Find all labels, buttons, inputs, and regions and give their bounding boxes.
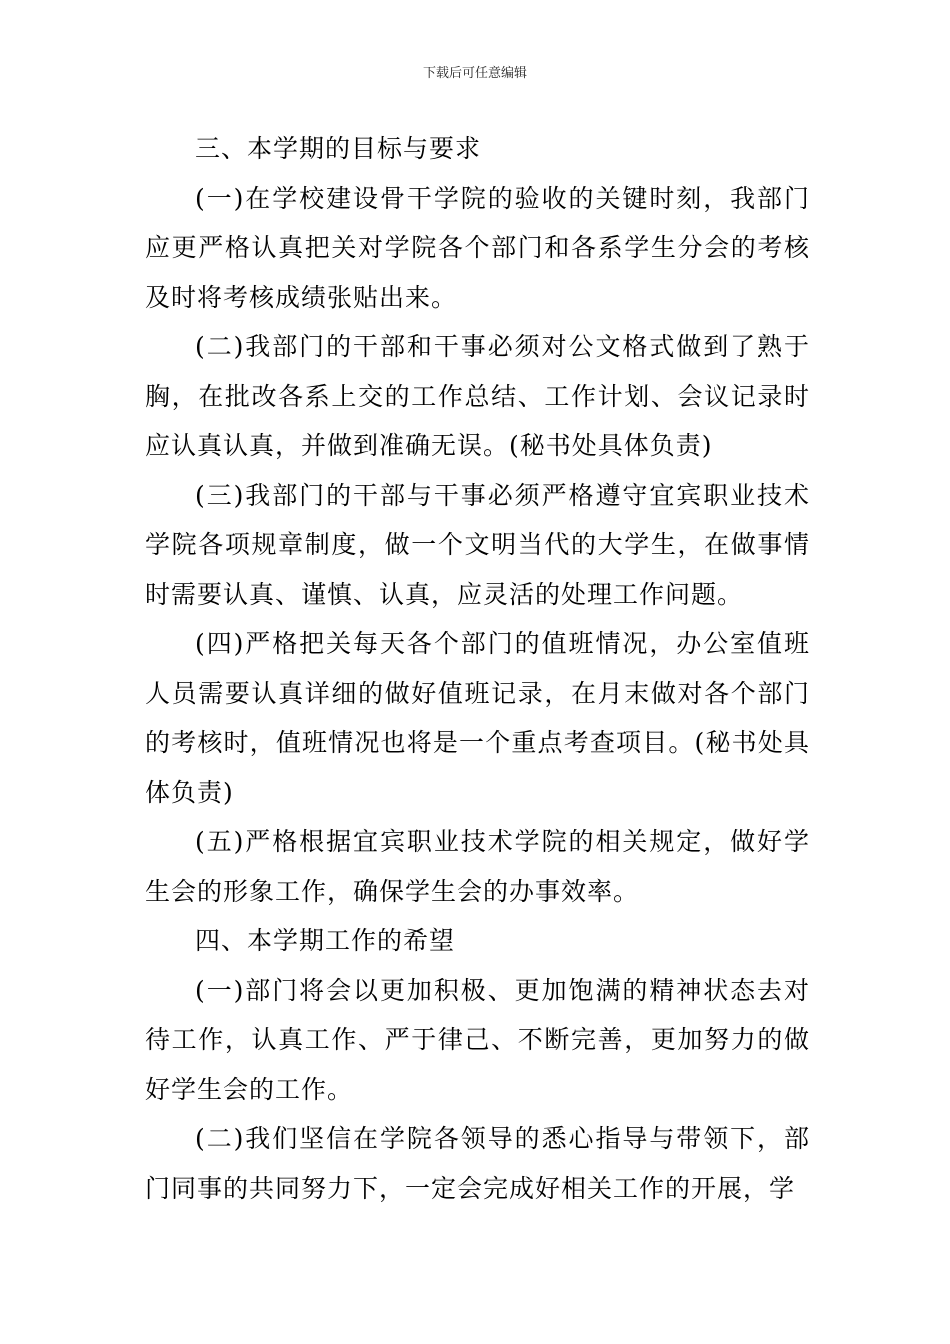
page-header: 下载后可任意编辑: [422, 66, 527, 81]
paragraph-goal-1: (一)在学校建设骨干学院的验收的关键时刻，我部门应更严格认真把关对学院各个部门和各系学生分会的考核及时将考核成绩张贴出来。: [145, 183, 810, 312]
paragraph-goal-3: (三)我部门的干部与干事必须严格遵守宜宾职业技术学院各项规章制度，做一个文明当代的大学生，在做事情时需要认真、谨慎、认真，应灵活的处理工作问题。: [145, 480, 810, 609]
paragraph-goal-5: (五)严格根据宜宾职业技术学院的相关规定，做好学生会的形象工作，确保学生会的办事效率。: [145, 827, 810, 906]
paragraph-goal-4: (四)严格把关每天各个部门的值班情况，办公室值班人员需要认真详细的做好值班记录，在月末做对各个部门的考核时，值班情况也将是一个重点考查项目。(秘书处具体负责): [145, 629, 810, 807]
section-heading-hopes: 四、本学期工作的希望: [195, 926, 456, 955]
document-body: [145, 124, 810, 1213]
section-heading-goals: 三、本学期的目标与要求: [195, 134, 482, 163]
paragraph-hope-2: (二)我们坚信在学院各领导的悉心指导与带领下，部门同事的共同努力下，一定会完成好相关工作的开展，学: [145, 1124, 810, 1203]
paragraph-hope-1: (一)部门将会以更加积极、更加饱满的精神状态去对待工作，认真工作、严于律己、不断完善，更加努力的做好学生会的工作。: [145, 975, 810, 1104]
paragraph-goal-2: (二)我部门的干部和干事必须对公文格式做到了熟于胸，在批改各系上交的工作总结、工作计划、会议记录时应认真认真，并做到准确无误。(秘书处具体负责): [145, 332, 810, 460]
